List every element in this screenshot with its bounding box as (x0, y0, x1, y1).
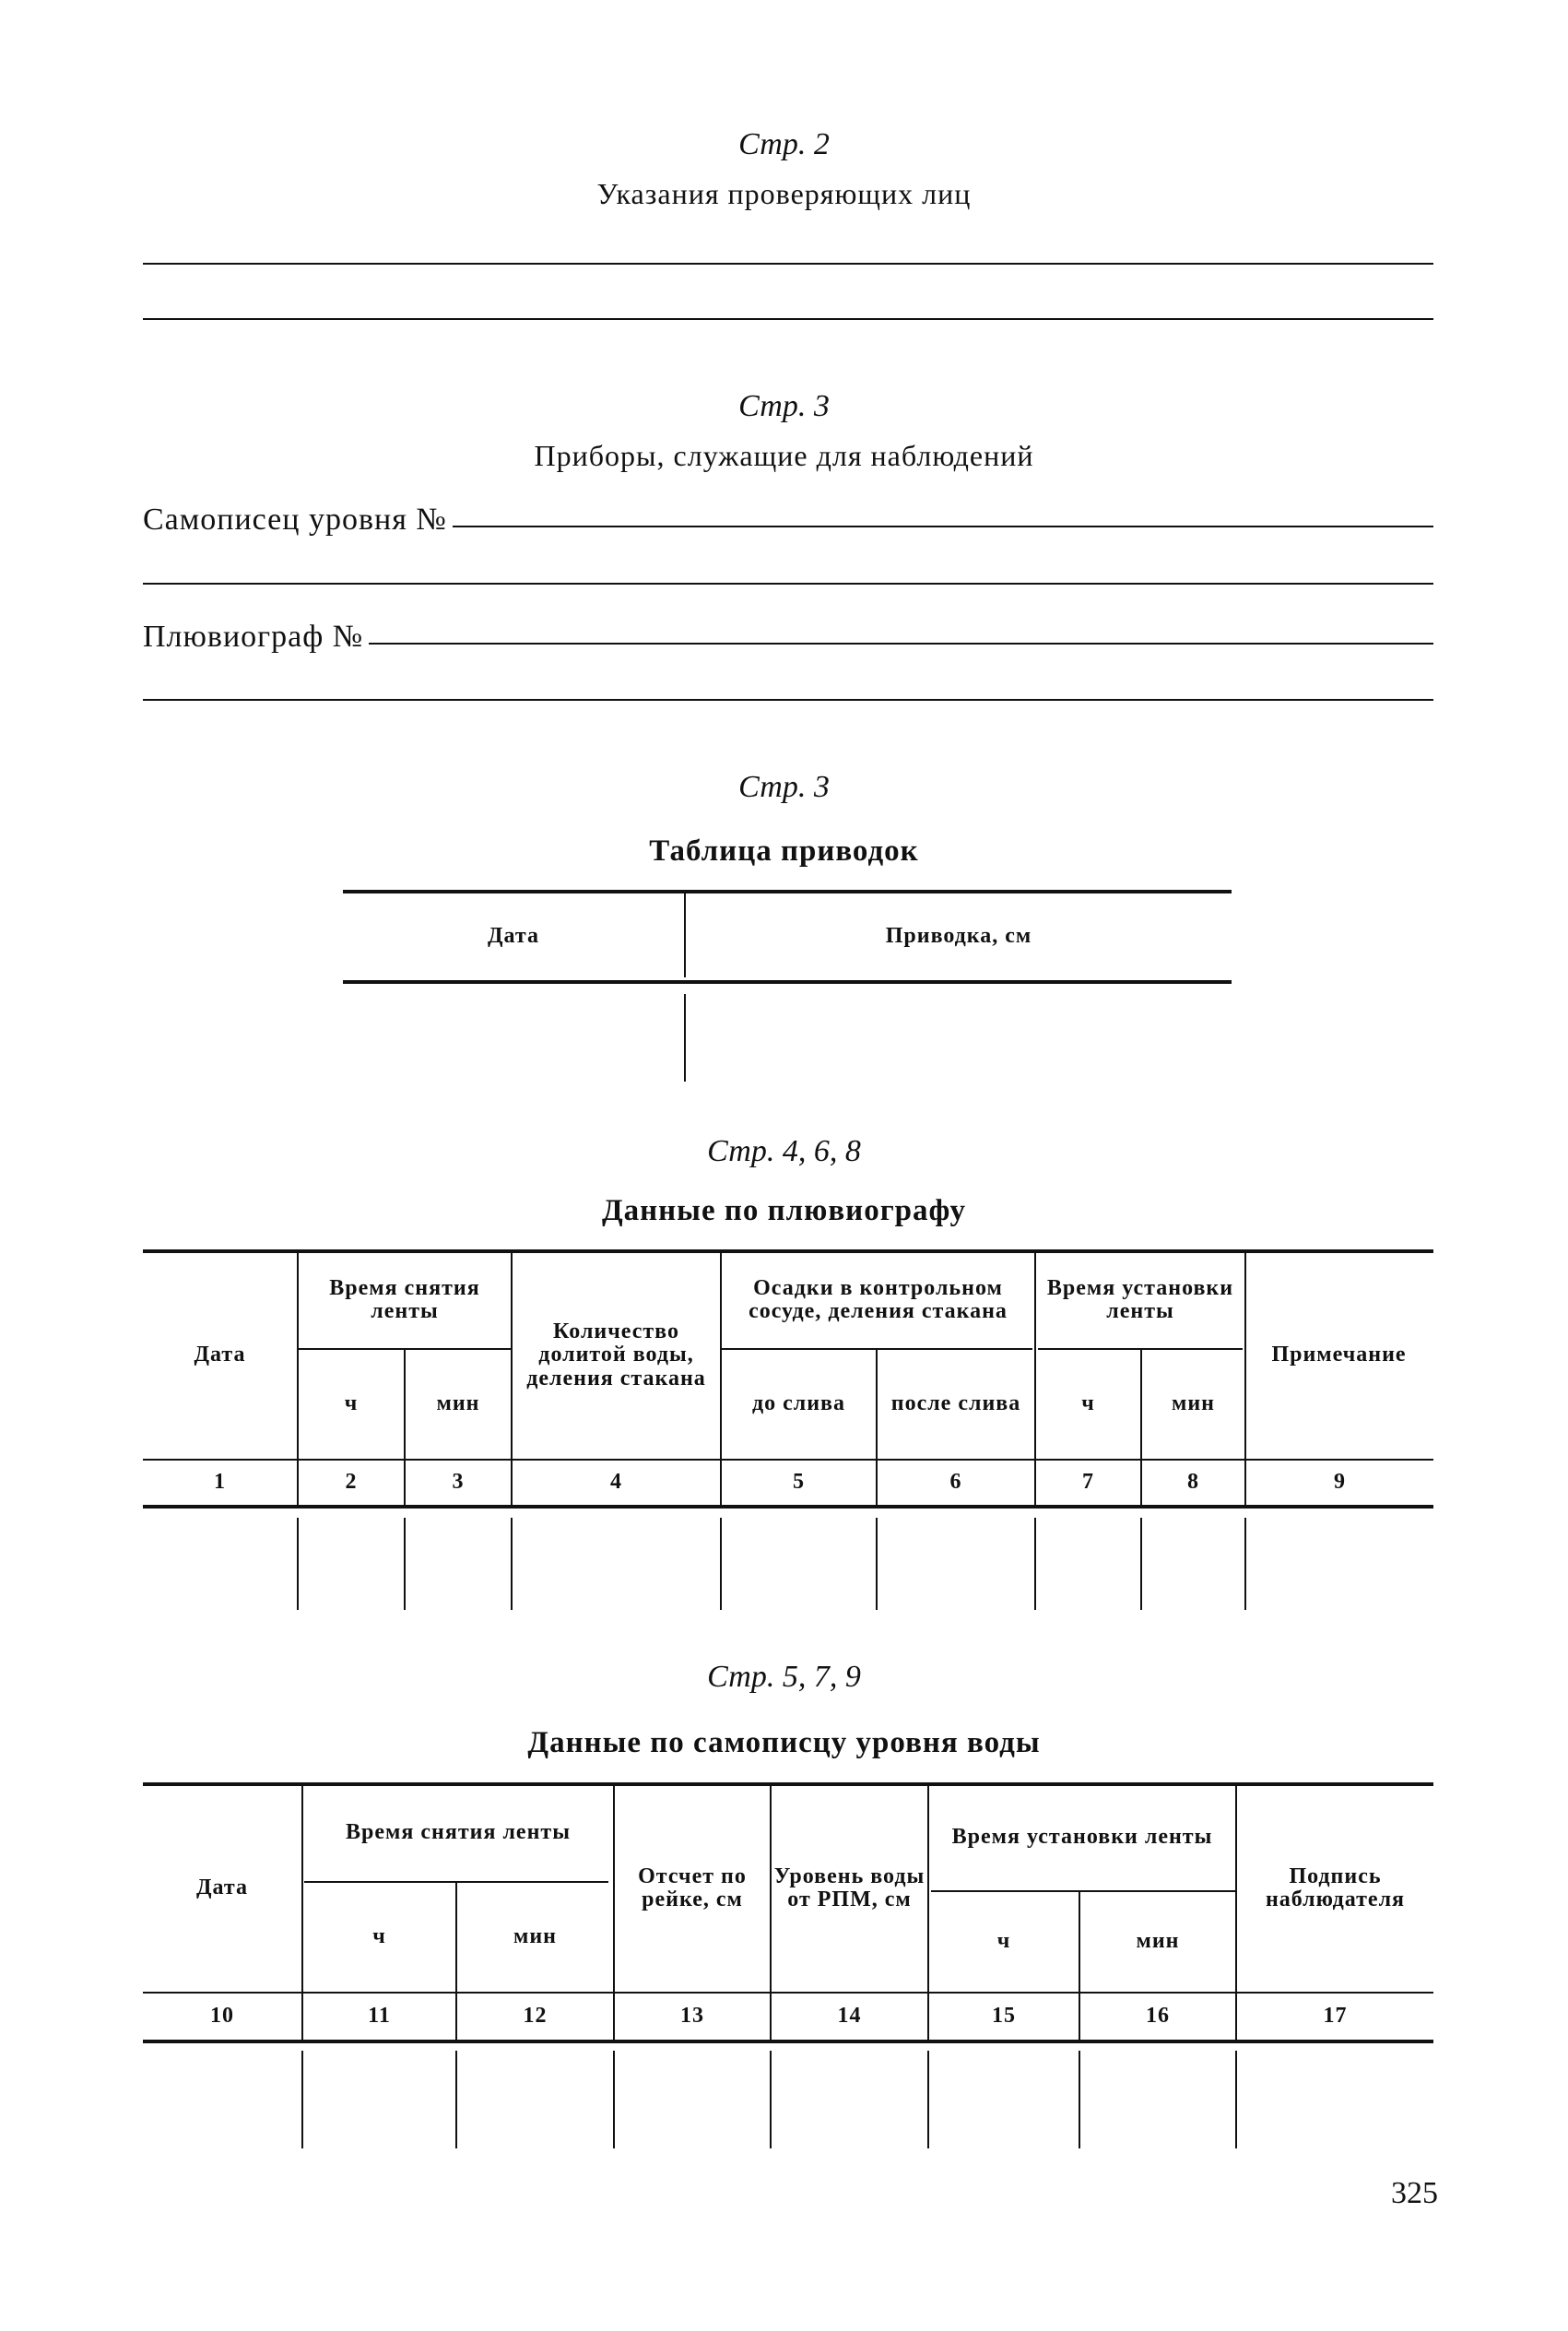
section-ref-str3b: Стр. 3 (738, 770, 830, 804)
column-header-after-drain: после слива (890, 1391, 1021, 1416)
write-line[interactable] (143, 699, 1433, 701)
section-ref-str468: Стр. 4, 6, 8 (707, 1134, 861, 1168)
column-header-privodka: Приводка, см (885, 923, 1032, 948)
column-number: 5 (793, 1470, 805, 1495)
column-header-date: Дата (194, 1343, 246, 1367)
section-title-str579: Данные по самописцу уровня воды (527, 1726, 1041, 1759)
section-title-str468: Данные по плювиографу (601, 1194, 967, 1227)
column-number: 17 (1323, 2004, 1348, 2029)
column-header-hour: ч (1081, 1391, 1095, 1416)
column-header-date: Дата (196, 1875, 248, 1900)
column-header-staff-reading: Отсчет по рейке, см (638, 1864, 747, 1911)
page-number: 325 (1391, 2176, 1438, 2210)
section-title-str2: Указания проверяющих лиц (596, 177, 972, 210)
write-line[interactable] (143, 318, 1433, 320)
column-header-min: мин (1136, 1929, 1180, 1954)
column-number: 2 (345, 1470, 358, 1495)
section-ref-str2: Стр. 2 (738, 127, 830, 161)
column-number: 6 (949, 1470, 962, 1495)
column-number: 8 (1187, 1470, 1199, 1495)
column-header-before-drain: до слива (751, 1391, 846, 1416)
column-number: 11 (368, 2004, 391, 2029)
column-header-tape-removal: Время снятия ленты (346, 1820, 571, 1845)
column-number: 16 (1146, 2004, 1170, 2029)
field-label-level-recorder: Самописец уровня № (143, 503, 453, 538)
column-number: 4 (610, 1470, 622, 1495)
column-header-hour: ч (996, 1929, 1011, 1954)
column-header-date: Дата (488, 923, 539, 948)
column-number: 15 (992, 2004, 1016, 2029)
column-header-observer-signature: Подпись наблюдателя (1265, 1864, 1406, 1911)
section-ref-str3a: Стр. 3 (738, 389, 830, 423)
section-title-str3a: Приборы, служащие для наблюдений (534, 439, 1034, 472)
column-number: 10 (210, 2004, 234, 2029)
column-header-hour: ч (372, 1924, 386, 1949)
column-header-min: мин (436, 1391, 480, 1416)
write-line[interactable] (143, 263, 1433, 265)
column-header-tape-removal: Время снятия ленты (329, 1275, 480, 1323)
column-number: 1 (214, 1470, 226, 1495)
section-title-str3b: Таблица приводок (649, 834, 919, 868)
column-header-water-level: Уровень воды от РПМ, см (773, 1864, 925, 1911)
column-header-min: мин (1171, 1391, 1215, 1416)
column-header-hour: ч (344, 1391, 359, 1416)
write-line[interactable] (143, 583, 1433, 585)
column-header-drained-water: Количество долитой воды, деления стакана (526, 1319, 706, 1390)
column-number: 12 (523, 2004, 548, 2029)
column-number: 9 (1334, 1470, 1346, 1495)
column-number: 7 (1082, 1470, 1094, 1495)
field-label-pluviograph: Плювиограф № (143, 620, 369, 655)
column-header-precipitation: Осадки в контрольном сосуде, деления стакана (749, 1275, 1008, 1323)
column-header-tape-install: Время установки ленты (951, 1825, 1213, 1850)
column-header-min: мин (513, 1924, 557, 1949)
column-header-tape-install: Время установки ленты (1046, 1275, 1234, 1323)
column-number: 13 (680, 2004, 704, 2029)
column-number: 14 (837, 2004, 862, 2029)
column-number: 3 (452, 1470, 465, 1495)
section-ref-str579: Стр. 5, 7, 9 (707, 1660, 861, 1694)
column-header-note: Примечание (1271, 1343, 1407, 1367)
